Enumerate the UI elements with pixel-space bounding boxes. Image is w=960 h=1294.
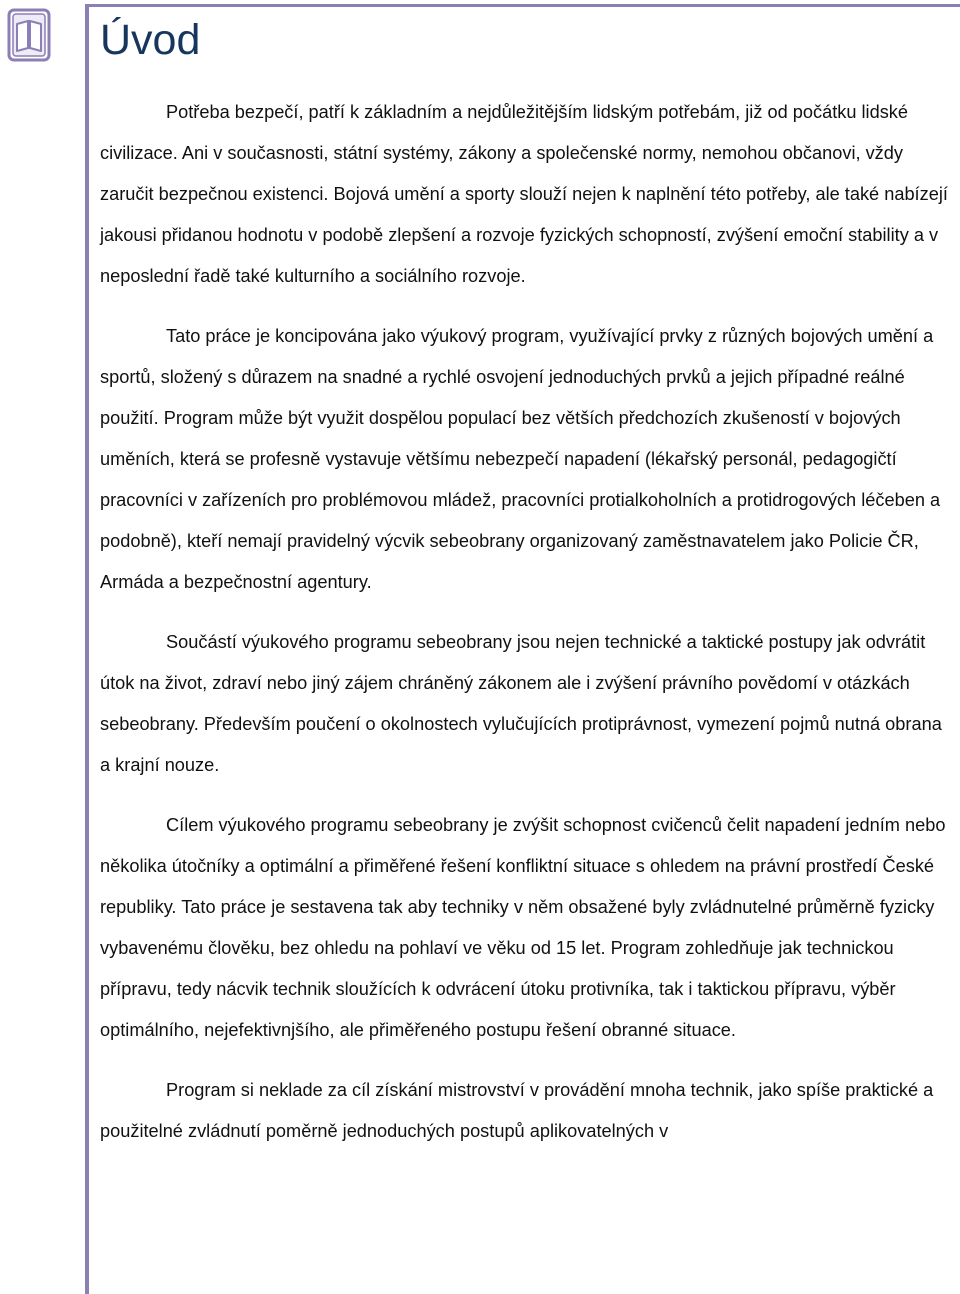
paragraph: Program si neklade za cíl získání mistrovství v provádění mnoha technik, jako spíše praktické a použitelné zvládnutí poměrně jednoduchých postupů aplikovatelných v (100, 1080, 934, 1141)
paragraph: Potřeba bezpečí, patří k základním a nejdůležitějším lidským potřebám, již od počátku lidské civilizace. Ani v současnosti, státní systémy, zákony a společenské normy, nemohou občanovi, vždy zaručit bezpečnou existenci. Bojová umění a sporty slouží nejen k naplnění této potřeby, ale také nabízejí jakousi přidanou hodnotu v podobě zlepšení a rozvoje fyzických schopností, zvýšení emoční stability a v neposlední řadě také kulturního a sociálního rozvoje. (100, 102, 948, 286)
page-title: Úvod (100, 16, 201, 64)
paragraph: Cílem výukového programu sebeobrany je zvýšit schopnost cvičenců čelit napadení jedním nebo několika útočníky a optimální a přiměřené řešení konfliktní situace s ohledem na právní prostředí České republiky. Tato práce je sestavena tak aby techniky v něm obsažené byly zvládnutelné průměrně fyzicky vybavenému člověku, bez ohledu na pohlaví ve věku od 15 let. Program zohledňuje jak technickou přípravu, tedy nácvik technik sloužících k odvrácení útoku protivníka, tak i taktickou přípravu, výběr optimálního, nejefektivnjšího, ale přiměřeného postupu řešení obranné situace. (100, 815, 946, 1040)
paragraph: Tato práce je koncipována jako výukový program, využívající prvky z různých bojových umění a sportů, složený s důrazem na snadné a rychlé osvojení jednoduchých prvků a jejich případné reálné použití. Program může být využit dospělou populací bez větších předchozích zkušeností v bojových uměních, která se profesně vystavuje většímu nebezpečí napadení (lékařský personál, pedagogičtí pracovníci v zařízeních pro problémovou mládež, pracovníci protialkoholních a protidrogových léčeben a podobně), kteří nemají pravidelný výcvik sebeobrany organizovaný zaměstnavatelem jako Policie ČR, Armáda a bezpečnostní agentury. (100, 326, 941, 592)
document-body (100, 92, 948, 1171)
book-icon (6, 6, 52, 64)
paragraph: Součástí výukového programu sebeobrany jsou nejen technické a taktické postupy jak odvrátit útok na život, zdraví nebo jiný zájem chráněný zákonem ale i zvýšení právního povědomí v otázkách sebeobrany. Především poučení o okolnostech vylučujících protiprávnost, vymezení pojmů nutná obrana a krajní nouze. (100, 632, 942, 775)
